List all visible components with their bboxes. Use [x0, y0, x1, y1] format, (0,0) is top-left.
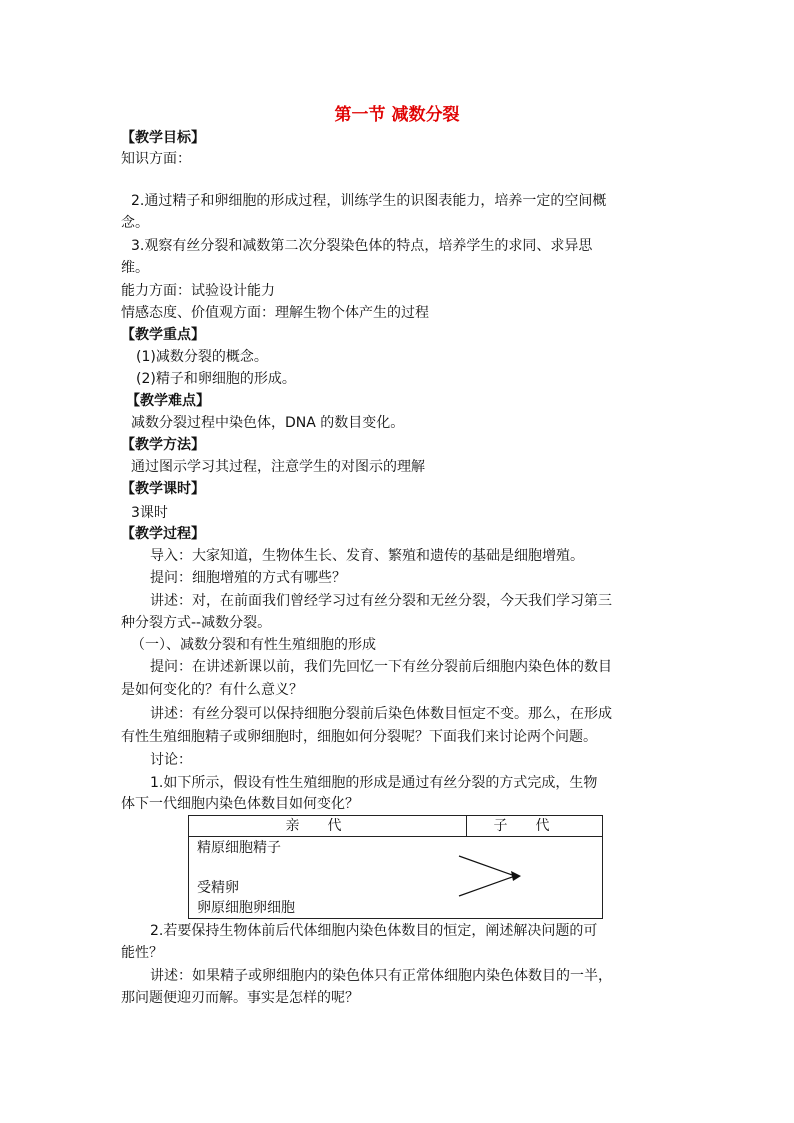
heading-methods: 【教学方法】	[121, 437, 205, 453]
text-line: 念。	[121, 215, 149, 231]
text-line: 通过图示学习其过程，注意学生的对图示的理解	[131, 459, 425, 475]
text-line: (2)精子和卵细胞的形成。	[136, 371, 296, 387]
text-line: 体下一代细胞内染色体数目如何变化？	[121, 796, 359, 812]
table-header-row	[189, 816, 602, 837]
text-line: 导入：大家知道，生物体生长、发育、繁殖和遗传的基础是细胞增殖。	[150, 548, 584, 564]
text-line: 1.如下所示，假设有性生殖细胞的形成是通过有丝分裂的方式完成，生物	[150, 775, 598, 791]
heading-difficulties: 【教学难点】	[126, 393, 210, 409]
merge-arrow-icon	[457, 854, 527, 898]
text-line: 讨论：	[150, 752, 192, 768]
table-cell-zygote: 受精卵	[197, 880, 239, 896]
heading-periods: 【教学课时】	[121, 481, 205, 497]
text-line: 有性生殖细胞精子或卵细胞时，细胞如何分裂呢？下面我们来讨论两个问题。	[121, 729, 597, 745]
text-line: (1)减数分裂的概念。	[136, 349, 268, 365]
section-heading: （一）、减数分裂和有性生殖细胞的形成	[131, 637, 376, 653]
text-line: 提问：细胞增殖的方式有哪些？	[150, 570, 346, 586]
text-line: 讲述：对，在前面我们曾经学习过有丝分裂和无丝分裂，今天我们学习第三	[150, 593, 612, 609]
text-line: 讲述：如果精子或卵细胞内的染色体只有正常体细胞内染色体数目的一半，	[150, 968, 612, 984]
table-cell-sperm: 精原细胞精子	[197, 840, 281, 856]
text-line: 3.观察有丝分裂和减数第二次分裂染色体的特点，培养学生的求同、求异思	[131, 238, 593, 254]
text-line: 提问：在讲述新课以前，我们先回忆一下有丝分裂前后细胞内染色体的数目	[150, 659, 612, 675]
text-line: 减数分裂过程中染色体，DNA 的数目变化。	[131, 415, 405, 431]
text-line: 维。	[121, 260, 149, 276]
header-child: 子代	[493, 818, 578, 834]
header-parent: 亲代	[189, 816, 467, 836]
text-line: 能性？	[121, 945, 163, 961]
text-line: 情感态度、价值观方面：理解生物个体产生的过程	[121, 305, 429, 321]
text-line: 能力方面：试验设计能力	[121, 283, 275, 299]
table-cell-egg: 卵原细胞卵细胞	[197, 900, 295, 916]
text-line: 2.通过精子和卵细胞的形成过程，训练学生的识图表能力，培养一定的空间概	[131, 193, 607, 209]
text-line: 3课时	[131, 505, 168, 521]
text-line: 2.若要保持生物体前后代体细胞内染色体数目的恒定，阐述解决问题的可	[150, 923, 598, 939]
text-line: 讲述：有丝分裂可以保持细胞分裂前后染色体数目恒定不变。那么，在形成	[150, 706, 612, 722]
heading-key-points: 【教学重点】	[121, 327, 205, 343]
heading-objectives: 【教学目标】	[121, 130, 205, 146]
page-title: 第一节 减数分裂	[334, 105, 460, 125]
text-line: 种分裂方式--减数分裂。	[121, 615, 272, 631]
text-line: 是如何变化的？有什么意义？	[121, 682, 303, 698]
heading-process: 【教学过程】	[121, 526, 205, 542]
text-line: 知识方面：	[121, 151, 191, 167]
generation-table	[188, 815, 603, 919]
text-line: 那问题便迎刃而解。事实是怎样的呢？	[121, 990, 359, 1006]
